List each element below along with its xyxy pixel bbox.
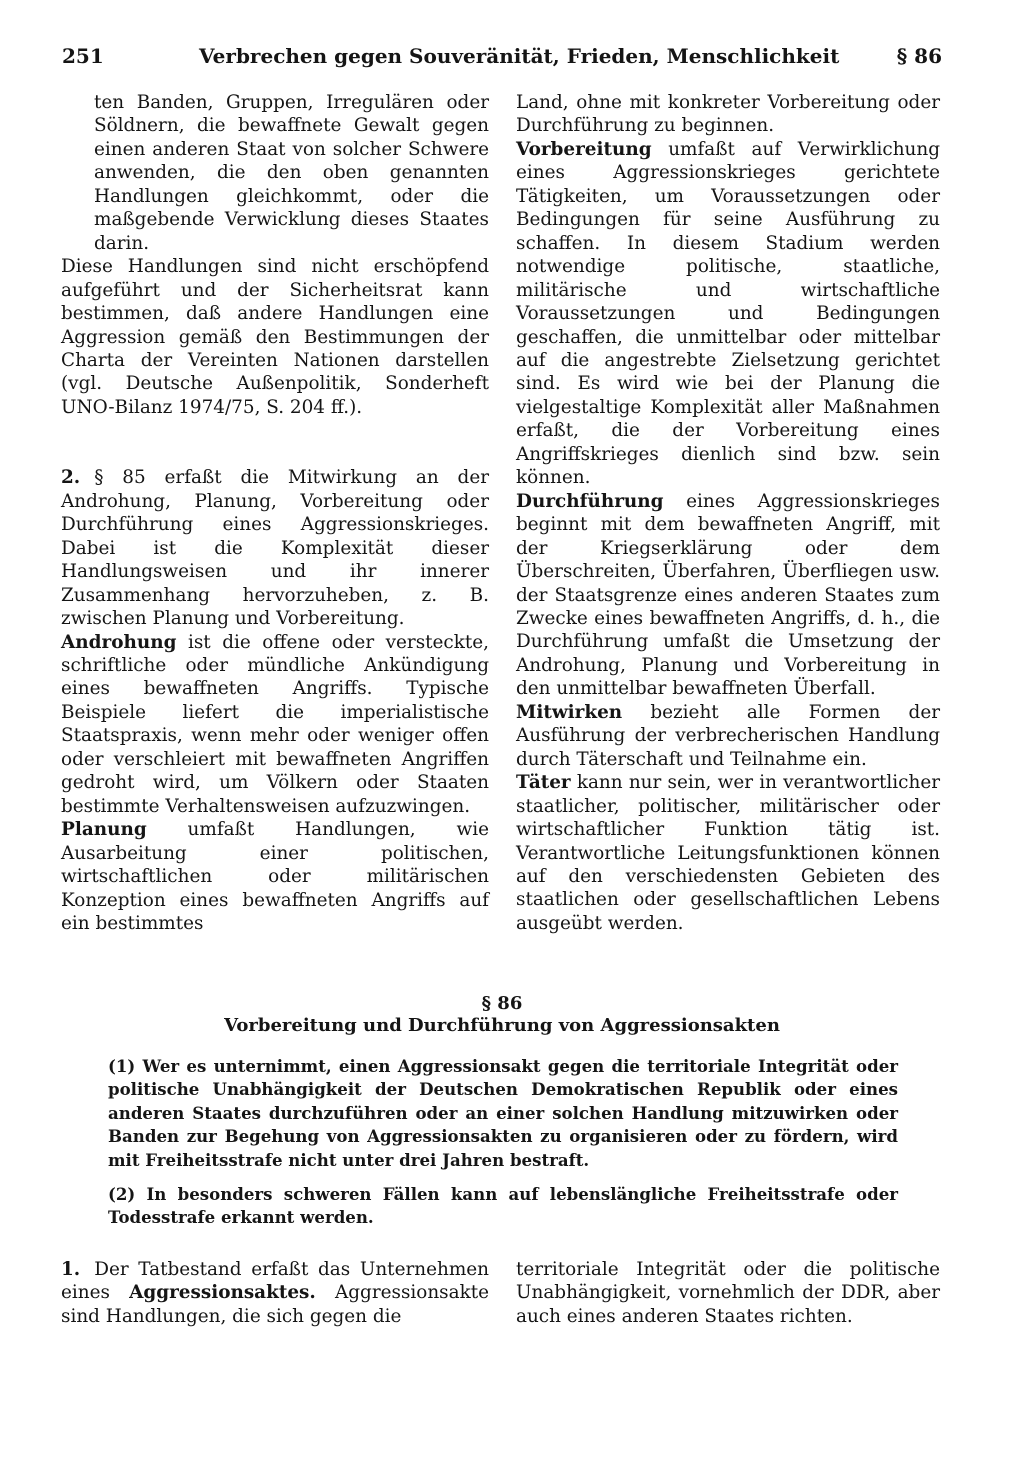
definition-text: umfaßt auf Verwirklichung eines Aggressionskrieges gerichtete Tätigkeiten, um Voraussetzungen oder Bedingungen für seine Ausführung zu schaffen. In diesem Stadium werden notwendige politische, staatliche, militärische und wirtschaftliche Voraussetzungen und Bedingungen geschaffen, die unmittelbar oder mittelbar auf die angestrebte Zielsetzung gerichtet sind. Es wird wie bei der Planung die vielgestaltige Komplexität aller Maßnahmen erfaßt, die der Vorbereitung eines Angriffskrieges dienlich sind bzw. sein können. <box>516 138 940 489</box>
definition-vorbereitung <box>516 138 940 490</box>
commentary-left <box>61 1258 489 1328</box>
term-aggressionsakt: Aggressionsaktes. <box>129 1282 316 1304</box>
running-title: Verbrechen gegen Souveränität, Frieden, Menschlichkeit <box>199 44 840 68</box>
running-header <box>62 44 942 74</box>
definition-planung <box>61 818 489 935</box>
item-number: 1. <box>61 1259 81 1280</box>
definition-androhung <box>61 631 489 819</box>
spacer <box>61 419 489 466</box>
planung-continuation: Land, ohne mit konkreter Vorbereitung oder Durchführung zu beginnen. <box>516 92 940 137</box>
item-number: 2. <box>61 467 81 489</box>
commentary-item-2 <box>61 466 489 630</box>
paragraph-diese-handlungen: Diese Handlungen sind nicht erschöpfend aufgeführt und der Sicherheitsrat kann bestimmen, daß andere Handlungen eine Aggression gemäß den Bestimmungen der Charta der Vereinten Nationen darstellen (vgl. Deutsche Außenpolitik, Sonderheft UNO-Bilanz 1974/75, S. 204 ff.). <box>61 256 489 418</box>
definition-taeter <box>516 771 940 935</box>
item-text-b: Aggressionsakte sind Handlungen, die sich gegen die <box>61 1282 489 1327</box>
list-continuation: ten Banden, Gruppen, Irregulären oder Söldnern, die bewaffnete Gewalt gegen einen anderen Staat von solcher Schwere anwenden, die den oben genannten Handlungen gleichkommt, oder die maßgebende Verwicklung dieses Staates darin. <box>94 92 489 254</box>
law-paragraph-1: (1) Wer es unternimmt, einen Aggressionsakt gegen die territoriale Integrität oder politische Unabhängigkeit der Deutschen Demokratischen Republik oder eines anderen Staates durchzuführen oder an einer solchen Handlung mitzuwirken oder Banden zur Begehung von Aggressionsakten zu organisieren oder zu fördern, wird mit Freiheitsstrafe nicht unter drei Jahren bestraft. <box>108 1056 898 1170</box>
section-title: Vorbereitung und Durchführung von Aggressionsakten <box>224 1015 780 1036</box>
definition-text: eines Aggressionskrieges beginnt mit dem bewaffneten Angriff, mit der Kriegserklärung oder dem Überschreiten, Überfahren, Überfliegen usw. der Staatsgrenze eines anderen Staates zum Zwecke eines bewaffneten Angriffs, d. h., die Durchführung umfaßt die Umsetzung der Androhung, Planung und Vorbereitung in den unmittelbar bewaffneten Überfall. <box>516 490 940 700</box>
definition-text: bezieht alle Formen der Ausführung der verbrecherischen Handlung durch Täterschaft und Teilnahme ein. <box>516 701 940 770</box>
item-text: § 85 erfaßt die Mitwirkung an der Androhung, Planung, Vorbereitung oder Durchführung eines Aggressionskrieges. Dabei ist die Komplexität dieser Handlungsweisen und ihr innerer Zusammenhang hervorzuheben, z. B. zwischen Planung und Vorbereitung. <box>61 467 489 630</box>
item-text-a: Der Tatbestand erfaßt das Unternehmen eines <box>61 1259 489 1304</box>
right-column <box>516 91 940 935</box>
definition-mitwirken <box>516 701 940 771</box>
page-number: 251 <box>62 44 104 68</box>
term-planung: Planung <box>61 819 147 841</box>
section-number: § 86 <box>481 993 523 1014</box>
term-durchfuehrung: Durchführung <box>516 490 664 512</box>
term-vorbereitung: Vorbereitung <box>516 138 652 160</box>
law-paragraph-2: (2) In besonders schweren Fällen kann auf lebenslängliche Freiheitsstrafe oder Todesstrafe erkannt werden. <box>108 1184 898 1228</box>
commentary-continuation: territoriale Integrität oder die politische Unabhängigkeit, vornehmlich der DDR, aber auch eines anderen Staates richten. <box>516 1259 940 1327</box>
definition-text: umfaßt Handlungen, wie Ausarbeitung einer politischen, wirtschaftlichen oder militärischen Konzeption eines bewaffneten Angriffs auf ein bestimmtes <box>61 819 489 934</box>
section-marker: § 86 <box>896 44 942 68</box>
commentary-item-1 <box>61 1258 489 1328</box>
definition-durchfuehrung <box>516 490 940 701</box>
commentary-right <box>516 1258 940 1328</box>
term-taeter: Täter <box>516 772 571 794</box>
term-mitwirken: Mitwirken <box>516 701 623 723</box>
definition-text: ist die offene oder versteckte, schriftliche oder mündliche Ankündigung eines bewaffneten Angriffs. Typische Beispiele liefert die imperialistische Staatspraxis, wenn mehr oder weniger offen oder verschleiert mit bewaffneten Angriffen gedroht wird, um Völkern oder Staaten bestimmte Verhaltensweisen aufzuzwingen. <box>61 631 489 817</box>
definition-text: kann nur sein, wer in verantwortlicher staatlicher, politischer, militärischer oder wirtschaftlicher Funktion tätig ist. Verantwortliche Leitungsfunktionen können auf den verschiedensten Gebieten des staatlichen oder gesellschaftlichen Lebens ausgeübt werden. <box>516 772 940 934</box>
term-androhung: Androhung <box>61 631 177 653</box>
left-column <box>61 91 489 935</box>
